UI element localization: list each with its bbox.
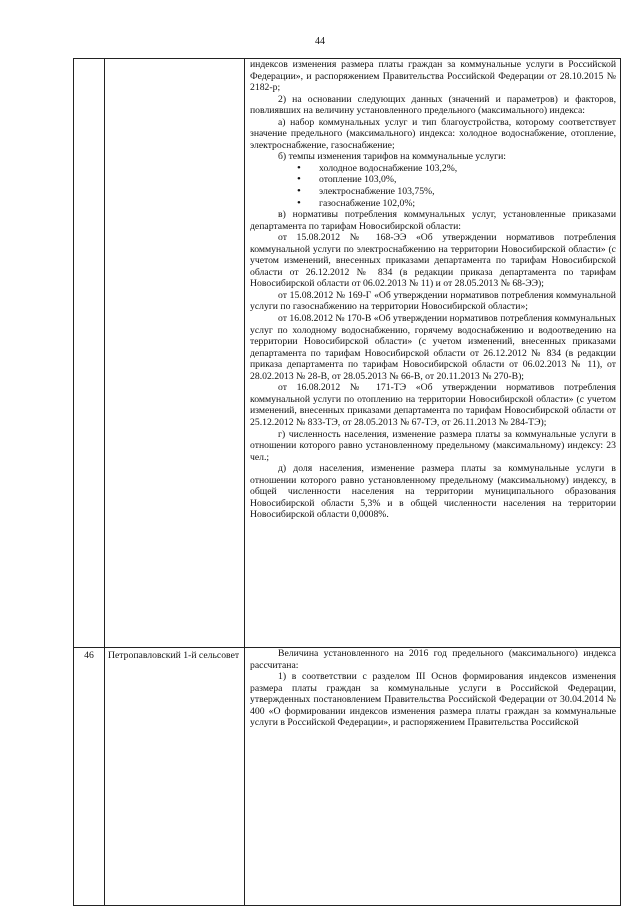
list-item: • газоснабжение 102,0%; — [297, 198, 616, 210]
row-number: 46 — [84, 650, 94, 661]
municipality-name: Петропавловский 1-й сельсовет — [108, 650, 240, 661]
municipality-cell — [105, 648, 245, 906]
paragraph: г) численность населения, изменение размера платы за коммунальные услуги в отношении которого равно установленному предельному (максимальному) индексу: 23 чел.; — [250, 428, 616, 463]
page-number: 44 — [315, 36, 325, 47]
paragraph: 2) на основании следующих данных (значений и параметров) и факторов, повлиявших на величину установленного предельного (максимального) индекса: — [250, 93, 616, 117]
list-item: • электроснабжение 103,75%, — [297, 186, 616, 198]
paragraph: от 15.08.2012 № 169-Г «Об утверждении нормативов потребления коммунальной услуги по газоснабжению на территории Новосибирской области»; — [250, 289, 616, 313]
paragraph: а) набор коммунальных услуг и тип благоустройства, которому соответствует значение предельного (максимального) индекса: холодное водоснабжение, отопление, электроснабжение, газоснабжение; — [250, 116, 616, 151]
paragraph: от 15.08.2012 № 168-ЭЭ «Об утверждении нормативов потребления коммунальной услуги по электроснабжению на территории Новосибирской области» (с учетом изменений, внесенных приказами департамента по тарифам Новосибирской области от 26.12.2012 № 834 (в редакции приказа департамента по тарифам Новосибирской области от 06.02.2013 № 11) и от 28.05.2013 № 68-ЭЭ); — [250, 232, 616, 290]
paragraph: в) нормативы потребления коммунальных услуг, установленные приказами департамента по тарифам Новосибирской области: — [250, 209, 616, 232]
justification-cell — [245, 648, 621, 906]
paragraph: Величина установленного на 2016 год предельного (максимального) индекса рассчитана: — [250, 648, 616, 671]
paragraph: от 16.08.2012 № 170-В «Об утверждении нормативов потребления коммунальных услуг по холодному водоснабжению, горячему водоснабжению и водоотведению на территории Новосибирской области» (с учетом изменений, внесенных приказами департамента по тарифам Новосибирской области от 26.12.2012 № 834 (в редакции приказа департамента по тарифам Новосибирской области от 06.02.2013 № 11), от 28.02.2013 № 28-В, от 28.05.2013 № 66-В, от 20.11.2013 № 270-В); — [250, 313, 616, 382]
paragraph: от 16.08.2012 № 171-ТЭ «Об утверждении нормативов потребления коммунальной услуги по отоплению на территории Новосибирской области» (с учетом изменений, внесенных приказами департамента по тарифам Новосибирской области от 25.12.2012 № 833-ТЭ, от 28.05.2013 № 67-ТЭ, от 26.11.2013 № 284-ТЭ); — [250, 382, 616, 428]
table-row — [74, 59, 621, 648]
list-item: • холодное водоснабжение 103,2%, — [297, 163, 616, 175]
justification-cell — [245, 59, 621, 648]
row-number-cell — [74, 59, 105, 648]
list-item: • отопление 103,0%, — [297, 174, 616, 186]
table-row — [74, 648, 621, 906]
row-number-cell — [74, 648, 105, 906]
municipality-cell — [105, 59, 245, 648]
paragraph: 1) в соответствии с разделом III Основ формирования индексов изменения размера платы граждан за коммунальные услуги в Российской Федерации, утвержденных постановлением Правительства Российской Федерации от 30.04.2014 № 400 «О формировании индексов изменения размера платы граждан за коммунальные услуги в Российской Федерации», и распоряжением Правительства Российской — [250, 671, 616, 729]
tariff-growth-list — [250, 163, 616, 209]
paragraph: д) доля населения, изменение размера платы за коммунальные услуги в отношении которого равно установленному предельному (максимальному) индексу, в общей численности населения на территории муниципального образования Новосибирской области 5,3% и в общей численности населения на территории Новосибирской области 0,0008%. — [250, 463, 616, 521]
paragraph: б) темпы изменения тарифов на коммунальные услуги: — [278, 151, 506, 163]
justification-table — [73, 58, 621, 906]
paragraph: индексов изменения размера платы граждан за коммунальные услуги в Российской Федерации», и распоряжением Правительства Российской Федерации от 28.10.2015 № 2182-р; — [250, 59, 616, 94]
